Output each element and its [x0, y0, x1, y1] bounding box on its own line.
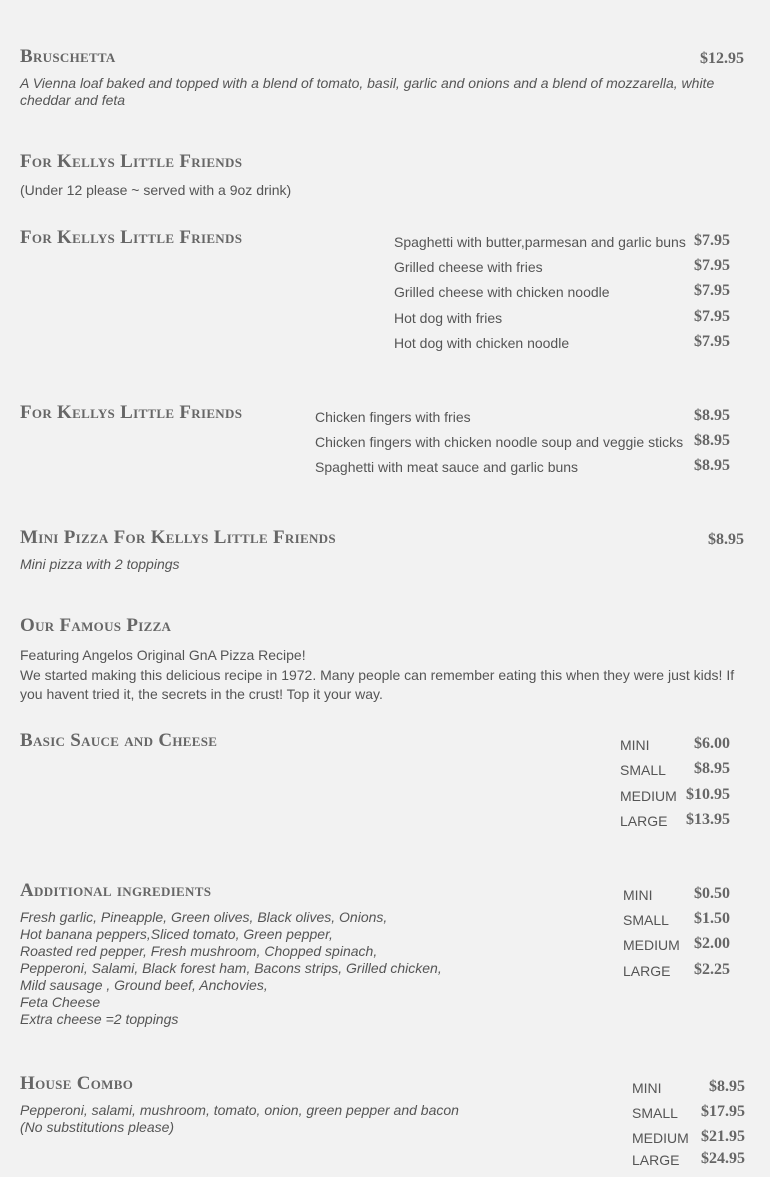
menu-item-price: $7.95: [694, 308, 730, 325]
size-label: MEDIUM: [620, 788, 677, 804]
menu-item-name: Chicken fingers with fries: [315, 409, 471, 425]
size-price: $13.95: [686, 811, 730, 828]
menu-item-price: $8.95: [694, 407, 730, 424]
menu-item: [394, 259, 730, 284]
size-price: $8.95: [694, 760, 730, 777]
ingredient-line: Pepperoni, Salami, Black forest ham, Bacons strips, Grilled chicken,: [20, 960, 442, 976]
kids-section-1-title: For Kellys Little Friends: [20, 227, 243, 248]
additional-ingredients-list: [20, 909, 580, 1028]
house-combo-description: [20, 1102, 580, 1136]
famous-pizza-story: We started making this delicious recipe in 1972. Many people can remember eating this when they were just kids! If you havent tried it, the secrets in the crust! Top it your way.: [20, 667, 735, 702]
size-row: [623, 963, 730, 988]
size-price: $6.00: [694, 735, 730, 752]
house-combo-note: (No substitutions please): [20, 1119, 175, 1135]
size-row: [623, 887, 730, 912]
size-label: MINI: [623, 887, 653, 903]
menu-item: [394, 335, 730, 360]
size-price: $2.00: [694, 935, 730, 952]
bruschetta-price: $12.95: [700, 50, 744, 67]
menu-item-price: $7.95: [694, 333, 730, 350]
ingredient-line: Hot banana peppers,Sliced tomato, Green pepper,: [20, 926, 333, 942]
menu-item-price: $7.95: [694, 232, 730, 249]
size-price: $1.50: [694, 910, 730, 927]
bruschetta-description: A Vienna loaf baked and topped with a blend of tomato, basil, garlic and onions and a blend of mozzarella, white cheddar and feta: [20, 75, 715, 108]
additional-ingredients-title: Additional ingredients: [20, 880, 212, 901]
menu-item-name: Grilled cheese with fries: [394, 259, 543, 275]
famous-pizza-tagline: Featuring Angelos Original GnA Pizza Recipe!: [20, 647, 306, 663]
menu-item-name: Hot dog with chicken noodle: [394, 335, 570, 351]
menu-item: [394, 284, 730, 309]
size-label: LARGE: [632, 1152, 680, 1168]
size-label: SMALL: [632, 1105, 678, 1121]
size-price: $17.95: [701, 1103, 745, 1120]
bruschetta-title: Bruschetta: [20, 46, 116, 67]
menu-item: [315, 459, 730, 484]
famous-pizza-title: Our Famous Pizza: [20, 615, 172, 636]
house-combo-title: House Combo: [20, 1073, 134, 1094]
menu-item-name: Hot dog with fries: [394, 310, 503, 326]
menu-item-name: Spaghetti with butter,parmesan and garlic buns: [394, 234, 686, 250]
house-combo-toppings: Pepperoni, salami, mushroom, tomato, onion, green pepper and bacon: [20, 1102, 459, 1118]
menu-item: [394, 310, 730, 335]
size-price: $10.95: [686, 786, 730, 803]
menu-item-price: $7.95: [694, 257, 730, 274]
menu-item: [315, 409, 730, 434]
size-row: [620, 788, 730, 813]
size-label: SMALL: [623, 912, 669, 928]
size-row: [620, 762, 730, 787]
size-label: MEDIUM: [623, 937, 680, 953]
menu-item-price: $8.95: [694, 457, 730, 474]
kids-section-2-title: For Kellys Little Friends: [20, 402, 243, 423]
kids-intro-note: (Under 12 please ~ served with a 9oz drink): [20, 182, 292, 198]
mini-pizza-price: $8.95: [708, 531, 744, 548]
menu-item-name: Grilled cheese with chicken noodle: [394, 284, 610, 300]
menu-item-name: Chicken fingers with chicken noodle soup and veggie sticks: [315, 434, 684, 450]
ingredient-line: Roasted red pepper, Fresh mushroom, Chopped spinach,: [20, 943, 378, 959]
kids-intro-title: For Kellys Little Friends: [20, 151, 243, 172]
size-row: [623, 912, 730, 937]
size-label: MEDIUM: [632, 1130, 689, 1146]
size-label: MINI: [632, 1080, 662, 1096]
ingredient-line: Extra cheese =2 toppings: [20, 1011, 179, 1027]
ingredient-line: Fresh garlic, Pineapple, Green olives, Black olives, Onions,: [20, 909, 388, 925]
size-label: LARGE: [620, 813, 668, 829]
menu-item: [394, 234, 730, 259]
size-price: $24.95: [701, 1150, 745, 1167]
size-row: [620, 737, 730, 762]
size-price: $2.25: [694, 961, 730, 978]
ingredient-line: Mild sausage , Ground beef, Anchovies,: [20, 977, 268, 993]
mini-pizza-description: Mini pizza with 2 toppings: [20, 556, 180, 572]
size-label: SMALL: [620, 762, 666, 778]
size-price: $0.50: [694, 885, 730, 902]
size-row: [632, 1080, 745, 1105]
size-row: [620, 813, 730, 838]
size-label: LARGE: [623, 963, 671, 979]
menu-item-price: $7.95: [694, 282, 730, 299]
menu-item: [315, 434, 730, 459]
size-row: [623, 937, 730, 962]
menu-item-price: $8.95: [694, 432, 730, 449]
size-price: $8.95: [709, 1078, 745, 1095]
size-label: MINI: [620, 737, 650, 753]
size-row: [632, 1105, 745, 1130]
ingredient-line: Feta Cheese: [20, 994, 101, 1010]
menu-item-name: Spaghetti with meat sauce and garlic buns: [315, 459, 579, 475]
mini-pizza-title: Mini Pizza For Kellys Little Friends: [20, 527, 336, 548]
size-price: $21.95: [701, 1128, 745, 1145]
basic-pizza-title: Basic Sauce and Cheese: [20, 730, 218, 751]
